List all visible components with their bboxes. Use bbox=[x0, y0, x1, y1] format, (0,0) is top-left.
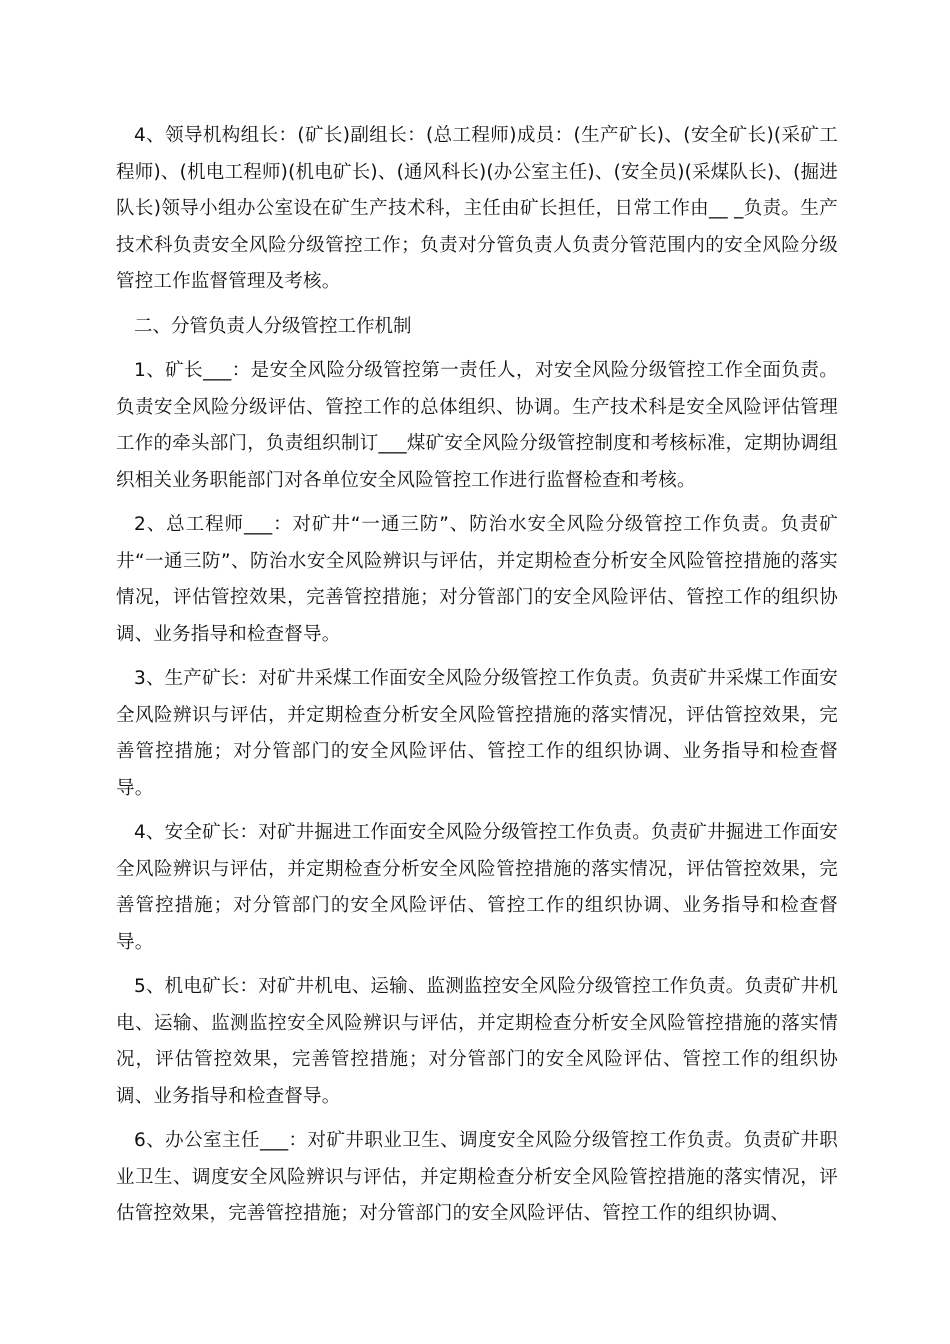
document-body bbox=[116, 118, 838, 1241]
paragraph-safety-director: 4、安全矿长：对矿井掘进工作面安全风险分级管控工作负责。负责矿井掘进工作面安全风险辨识与评估，并定期检查分析安全风险管控措施的落实情况，评估管控效果，完善管控措施；对分管部门的安全风险评估、管控工作的组织协调、业务指导和检查督导。 bbox=[116, 822, 838, 953]
paragraph-production-director: 3、生产矿长：对矿井采煤工作面安全风险分级管控工作负责。负责矿井采煤工作面安全风险辨识与评估，并定期检查分析安全风险管控措施的落实情况，评估管控效果，完善管控措施；对分管部门的安全风险评估、管控工作的组织协调、业务指导和检查督导。 bbox=[116, 668, 838, 799]
section-heading: 二、分管负责人分级管控工作机制 bbox=[134, 315, 412, 337]
paragraph-chief-engineer: 2、总工程师___：对矿井“一通三防”、防治水安全风险分级管控工作负责。负责矿井“一通三防”、防治水安全风险辨识与评估，并定期检查分析安全风险管控措施的落实情况，评估管控效果，完善管控措施；对分管部门的安全风险评估、管控工作的组织协调、业务指导和检查督导。 bbox=[116, 514, 838, 645]
paragraph-office-director: 6、办公室主任___：对矿井职业卫生、调度安全风险分级管控工作负责。负责矿井职业卫生、调度安全风险辨识与评估，并定期检查分析安全风险管控措施的落实情况，评估管控效果，完善管控措施；对分管部门的安全风险评估、管控工作的组织协调、 bbox=[116, 1130, 838, 1224]
paragraph-leadership-structure: 4、领导机构组长：(矿长)副组长：(总工程师)成员：(生产矿长)、(安全矿长)(采矿工程师)、(机电工程师)(机电矿长)、(通风科长)(办公室主任)、(安全员)(采煤队长)、(掘进队长)领导小组办公室设在矿生产技术科，主任由矿长担任，日常工作由__ _负责。生产技术科负责安全风险分级管控工作；负责对分管负责人负责分管范围内的安全风险分级管控工作监督管理及考核。 bbox=[116, 125, 838, 292]
paragraph-electromechanical-director: 5、机电矿长：对矿井机电、运输、监测监控安全风险分级管控工作负责。负责矿井机电、运输、监测监控安全风险辨识与评估，并定期检查分析安全风险管控措施的落实情况，评估管控效果，完善管控措施；对分管部门的安全风险评估、管控工作的组织协调、业务指导和检查督导。 bbox=[116, 976, 838, 1107]
paragraph-mine-director: 1、矿长___：是安全风险分级管控第一责任人，对安全风险分级管控工作全面负责。负责安全风险分级评估、管控工作的总体组织、协调。生产技术科是安全风险评估管理工作的牵头部门，负责组织制订___煤矿安全风险分级管控制度和考核标准，定期协调组织相关业务职能部门对各单位安全风险管控工作进行监督检查和考核。 bbox=[116, 360, 838, 491]
